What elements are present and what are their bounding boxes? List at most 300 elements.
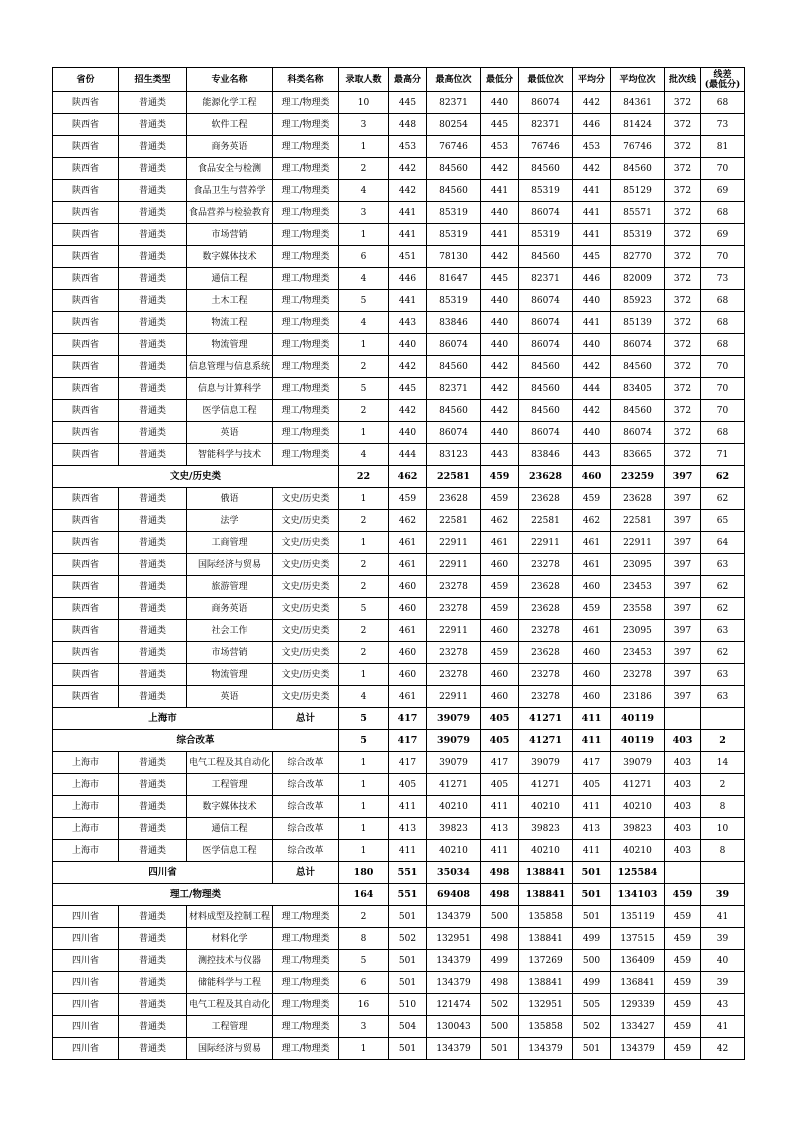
table-cell: 499 — [573, 972, 611, 994]
table-cell: 综合改革 — [273, 840, 339, 862]
table-cell: 1 — [339, 422, 389, 444]
table-cell: 86074 — [519, 290, 573, 312]
table-cell: 俄语 — [187, 488, 273, 510]
table-cell: 461 — [573, 532, 611, 554]
table-cell: 441 — [481, 224, 519, 246]
table-cell: 372 — [665, 92, 701, 114]
table-cell: 41 — [701, 1016, 745, 1038]
table-row — [53, 114, 745, 136]
table-cell: 8 — [701, 796, 745, 818]
total-label: 总计 — [273, 862, 339, 884]
table-cell: 405 — [481, 774, 519, 796]
table-cell: 理工/物理类 — [273, 1016, 339, 1038]
table-cell: 陕西省 — [53, 444, 119, 466]
table-cell: 普通类 — [119, 290, 187, 312]
table-cell: 40210 — [427, 796, 481, 818]
table-cell: 材料化学 — [187, 928, 273, 950]
table-cell: 普通类 — [119, 1038, 187, 1060]
table-cell: 417 — [573, 752, 611, 774]
table-cell: 普通类 — [119, 488, 187, 510]
table-cell: 4 — [339, 312, 389, 334]
table-cell: 413 — [573, 818, 611, 840]
table-cell: 501 — [573, 1038, 611, 1060]
table-cell: 42 — [701, 1038, 745, 1060]
table-cell: 397 — [665, 664, 701, 686]
table-cell: 459 — [665, 994, 701, 1016]
table-cell: 460 — [481, 686, 519, 708]
table-cell: 136409 — [611, 950, 665, 972]
table-cell: 23278 — [519, 686, 573, 708]
table-cell: 理工/物理类 — [273, 180, 339, 202]
table-cell: 1 — [339, 488, 389, 510]
table-cell: 84560 — [611, 158, 665, 180]
subtotal-cell: 462 — [389, 466, 427, 488]
empty-cell — [665, 862, 701, 884]
table-cell: 444 — [389, 444, 427, 466]
table-cell: 83846 — [427, 312, 481, 334]
table-cell: 陕西省 — [53, 136, 119, 158]
table-cell: 39079 — [519, 752, 573, 774]
table-cell: 23278 — [519, 620, 573, 642]
subtotal-cell: 5 — [339, 730, 389, 752]
table-cell: 372 — [665, 444, 701, 466]
header-enroll-type: 招生类型 — [119, 68, 187, 92]
table-cell: 4 — [339, 180, 389, 202]
table-cell: 134379 — [427, 950, 481, 972]
table-cell: 23095 — [611, 620, 665, 642]
table-cell: 陕西省 — [53, 510, 119, 532]
table-cell: 84560 — [611, 400, 665, 422]
table-cell: 数字媒体技术 — [187, 796, 273, 818]
table-cell: 442 — [389, 158, 427, 180]
table-cell: 40210 — [519, 796, 573, 818]
table-cell: 443 — [481, 444, 519, 466]
table-row — [53, 246, 745, 268]
table-cell: 四川省 — [53, 994, 119, 1016]
table-cell: 四川省 — [53, 1016, 119, 1038]
table-cell: 6 — [339, 246, 389, 268]
table-cell: 442 — [481, 400, 519, 422]
table-cell: 444 — [573, 378, 611, 400]
table-cell: 442 — [389, 400, 427, 422]
table-cell: 陕西省 — [53, 114, 119, 136]
table-cell: 陕西省 — [53, 686, 119, 708]
table-cell: 43 — [701, 994, 745, 1016]
table-cell: 理工/物理类 — [273, 422, 339, 444]
table-cell: 普通类 — [119, 312, 187, 334]
empty-cell — [665, 708, 701, 730]
table-cell: 500 — [573, 950, 611, 972]
subtotal-cell: 164 — [339, 884, 389, 906]
table-cell: 普通类 — [119, 114, 187, 136]
table-cell: 134379 — [427, 906, 481, 928]
table-cell: 372 — [665, 136, 701, 158]
table-cell: 397 — [665, 686, 701, 708]
table-cell: 411 — [389, 840, 427, 862]
table-row — [53, 664, 745, 686]
subtotal-cell: 501 — [573, 884, 611, 906]
subtotal-cell: 397 — [665, 466, 701, 488]
table-cell: 502 — [573, 1016, 611, 1038]
subtotal-label: 理工/物理类 — [53, 884, 339, 906]
table-cell: 旅游管理 — [187, 576, 273, 598]
table-cell: 501 — [573, 906, 611, 928]
subtotal-cell: 498 — [481, 884, 519, 906]
table-cell: 理工/物理类 — [273, 972, 339, 994]
table-cell: 372 — [665, 290, 701, 312]
table-cell: 459 — [665, 1038, 701, 1060]
table-cell: 22581 — [611, 510, 665, 532]
empty-cell — [701, 708, 745, 730]
table-cell: 461 — [389, 620, 427, 642]
table-cell: 普通类 — [119, 400, 187, 422]
table-cell: 372 — [665, 246, 701, 268]
table-cell: 504 — [389, 1016, 427, 1038]
table-cell: 445 — [389, 378, 427, 400]
table-cell: 84361 — [611, 92, 665, 114]
table-cell: 459 — [573, 488, 611, 510]
table-cell: 501 — [389, 950, 427, 972]
table-cell: 工程管理 — [187, 1016, 273, 1038]
table-cell: 84560 — [427, 180, 481, 202]
table-cell: 73 — [701, 114, 745, 136]
table-cell: 121474 — [427, 994, 481, 1016]
table-cell: 综合改革 — [273, 752, 339, 774]
table-cell: 1 — [339, 224, 389, 246]
table-cell: 461 — [389, 532, 427, 554]
subtotal-label: 综合改革 — [53, 730, 339, 752]
table-cell: 2 — [339, 356, 389, 378]
table-cell: 1 — [339, 774, 389, 796]
table-cell: 39079 — [427, 752, 481, 774]
table-cell: 372 — [665, 202, 701, 224]
table-cell: 医学信息工程 — [187, 840, 273, 862]
province-total-cell: 138841 — [519, 862, 573, 884]
table-row — [53, 202, 745, 224]
table-cell: 70 — [701, 378, 745, 400]
table-row — [53, 906, 745, 928]
table-cell: 397 — [665, 510, 701, 532]
table-cell: 能源化学工程 — [187, 92, 273, 114]
table-cell: 397 — [665, 488, 701, 510]
table-cell: 23278 — [611, 664, 665, 686]
subtotal-row — [53, 466, 745, 488]
table-cell: 理工/物理类 — [273, 136, 339, 158]
header-min-score: 最低分 — [481, 68, 519, 92]
table-cell: 普通类 — [119, 356, 187, 378]
table-cell: 陕西省 — [53, 92, 119, 114]
table-row — [53, 554, 745, 576]
table-cell: 商务英语 — [187, 598, 273, 620]
subtotal-cell: 69408 — [427, 884, 481, 906]
table-cell: 82371 — [519, 268, 573, 290]
table-cell: 372 — [665, 158, 701, 180]
table-cell: 411 — [389, 796, 427, 818]
table-cell: 通信工程 — [187, 268, 273, 290]
table-row — [53, 774, 745, 796]
table-cell: 8 — [339, 928, 389, 950]
table-cell: 22581 — [427, 510, 481, 532]
table-cell: 372 — [665, 180, 701, 202]
table-cell: 85129 — [611, 180, 665, 202]
table-cell: 453 — [481, 136, 519, 158]
table-cell: 23278 — [427, 642, 481, 664]
header-subject-category: 科类名称 — [273, 68, 339, 92]
table-cell: 441 — [389, 224, 427, 246]
table-cell: 137515 — [611, 928, 665, 950]
table-cell: 63 — [701, 664, 745, 686]
table-row — [53, 444, 745, 466]
table-row — [53, 312, 745, 334]
subtotal-cell: 459 — [665, 884, 701, 906]
table-cell: 417 — [389, 752, 427, 774]
table-cell: 陕西省 — [53, 400, 119, 422]
table-cell: 86074 — [427, 334, 481, 356]
table-cell: 86074 — [519, 312, 573, 334]
admission-score-table — [52, 67, 745, 1060]
table-cell: 84560 — [519, 400, 573, 422]
table-cell: 405 — [573, 774, 611, 796]
table-cell: 461 — [389, 686, 427, 708]
table-cell: 440 — [389, 422, 427, 444]
table-cell: 76746 — [611, 136, 665, 158]
table-cell: 397 — [665, 620, 701, 642]
table-cell: 国际经济与贸易 — [187, 1038, 273, 1060]
table-cell: 1 — [339, 664, 389, 686]
table-cell: 22911 — [611, 532, 665, 554]
table-cell: 372 — [665, 334, 701, 356]
table-cell: 135119 — [611, 906, 665, 928]
table-cell: 440 — [573, 290, 611, 312]
subtotal-cell: 39 — [701, 884, 745, 906]
table-cell: 文史/历史类 — [273, 620, 339, 642]
table-cell: 物流工程 — [187, 312, 273, 334]
header-major: 专业名称 — [187, 68, 273, 92]
table-cell: 397 — [665, 554, 701, 576]
table-cell: 2 — [339, 554, 389, 576]
table-cell: 413 — [481, 818, 519, 840]
header-min-rank: 最低位次 — [519, 68, 573, 92]
table-cell: 普通类 — [119, 950, 187, 972]
table-cell: 459 — [665, 928, 701, 950]
table-cell: 41271 — [519, 774, 573, 796]
table-cell: 459 — [665, 950, 701, 972]
table-cell: 442 — [573, 92, 611, 114]
table-cell: 68 — [701, 92, 745, 114]
table-cell: 医学信息工程 — [187, 400, 273, 422]
table-cell: 76746 — [519, 136, 573, 158]
table-cell: 陕西省 — [53, 664, 119, 686]
table-cell: 138841 — [519, 928, 573, 950]
table-cell: 372 — [665, 224, 701, 246]
table-cell: 理工/物理类 — [273, 906, 339, 928]
table-cell: 85319 — [519, 180, 573, 202]
table-cell: 土木工程 — [187, 290, 273, 312]
table-cell: 电气工程及其自动化 — [187, 994, 273, 1016]
table-cell: 理工/物理类 — [273, 334, 339, 356]
subtotal-cell: 134103 — [611, 884, 665, 906]
table-cell: 普通类 — [119, 268, 187, 290]
table-cell: 普通类 — [119, 664, 187, 686]
table-cell: 40210 — [611, 796, 665, 818]
table-cell: 80254 — [427, 114, 481, 136]
table-row — [53, 356, 745, 378]
table-cell: 85319 — [519, 224, 573, 246]
province-total-cell: 411 — [573, 708, 611, 730]
table-cell: 理工/物理类 — [273, 950, 339, 972]
table-cell: 英语 — [187, 686, 273, 708]
table-cell: 461 — [573, 620, 611, 642]
table-cell: 459 — [665, 1016, 701, 1038]
table-cell: 445 — [573, 246, 611, 268]
table-cell: 四川省 — [53, 972, 119, 994]
table-row — [53, 972, 745, 994]
table-cell: 文史/历史类 — [273, 664, 339, 686]
header-avg-score: 平均分 — [573, 68, 611, 92]
table-cell: 电气工程及其自动化 — [187, 752, 273, 774]
table-cell: 综合改革 — [273, 818, 339, 840]
table-cell: 10 — [701, 818, 745, 840]
table-cell: 397 — [665, 642, 701, 664]
table-cell: 理工/物理类 — [273, 312, 339, 334]
header-admitted-count: 录取人数 — [339, 68, 389, 92]
table-row — [53, 158, 745, 180]
subtotal-cell: 41271 — [519, 730, 573, 752]
table-cell: 1 — [339, 136, 389, 158]
total-label: 总计 — [273, 708, 339, 730]
province-label: 上海市 — [53, 708, 273, 730]
table-cell: 502 — [481, 994, 519, 1016]
header-max-rank: 最高位次 — [427, 68, 481, 92]
province-total-cell: 39079 — [427, 708, 481, 730]
table-cell: 135858 — [519, 906, 573, 928]
table-cell: 23628 — [519, 642, 573, 664]
table-cell: 理工/物理类 — [273, 994, 339, 1016]
table-cell: 498 — [481, 928, 519, 950]
table-cell: 442 — [573, 400, 611, 422]
province-total-cell: 501 — [573, 862, 611, 884]
table-cell: 2 — [339, 158, 389, 180]
province-total-cell: 40119 — [611, 708, 665, 730]
table-cell: 411 — [481, 840, 519, 862]
table-cell: 460 — [573, 642, 611, 664]
table-cell: 食品卫生与营养学 — [187, 180, 273, 202]
table-cell: 62 — [701, 576, 745, 598]
table-cell: 499 — [481, 950, 519, 972]
table-cell: 451 — [389, 246, 427, 268]
table-cell: 397 — [665, 598, 701, 620]
table-cell: 食品营养与检验教育 — [187, 202, 273, 224]
table-cell: 441 — [573, 224, 611, 246]
table-cell: 英语 — [187, 422, 273, 444]
table-cell: 上海市 — [53, 840, 119, 862]
province-total-cell: 125584 — [611, 862, 665, 884]
table-cell: 1 — [339, 532, 389, 554]
table-cell: 理工/物理类 — [273, 268, 339, 290]
table-cell: 普通类 — [119, 906, 187, 928]
table-cell: 440 — [481, 202, 519, 224]
table-cell: 68 — [701, 202, 745, 224]
subtotal-cell: 138841 — [519, 884, 573, 906]
table-cell: 86074 — [519, 202, 573, 224]
table-cell: 23453 — [611, 642, 665, 664]
province-total-cell: 35034 — [427, 862, 481, 884]
table-row — [53, 136, 745, 158]
table-cell: 39823 — [427, 818, 481, 840]
table-cell: 411 — [573, 840, 611, 862]
table-cell: 68 — [701, 290, 745, 312]
table-cell: 23628 — [519, 598, 573, 620]
table-cell: 2 — [339, 400, 389, 422]
subtotal-cell: 22581 — [427, 466, 481, 488]
table-cell: 23278 — [427, 576, 481, 598]
province-total-cell: 180 — [339, 862, 389, 884]
table-cell: 陕西省 — [53, 246, 119, 268]
table-cell: 普通类 — [119, 598, 187, 620]
table-cell: 39079 — [611, 752, 665, 774]
table-cell: 普通类 — [119, 246, 187, 268]
table-cell: 460 — [389, 664, 427, 686]
table-cell: 136841 — [611, 972, 665, 994]
table-cell: 462 — [573, 510, 611, 532]
table-cell: 442 — [389, 180, 427, 202]
table-cell: 陕西省 — [53, 202, 119, 224]
table-cell: 69 — [701, 180, 745, 202]
table-cell: 84560 — [427, 356, 481, 378]
table-row — [53, 642, 745, 664]
table-cell: 84560 — [611, 356, 665, 378]
table-cell: 储能科学与工程 — [187, 972, 273, 994]
province-total-cell: 405 — [481, 708, 519, 730]
table-row — [53, 510, 745, 532]
table-cell: 134379 — [611, 1038, 665, 1060]
subtotal-cell: 551 — [389, 884, 427, 906]
table-cell: 40210 — [611, 840, 665, 862]
table-cell: 460 — [481, 664, 519, 686]
table-cell: 陕西省 — [53, 642, 119, 664]
table-cell: 137269 — [519, 950, 573, 972]
table-cell: 3 — [339, 1016, 389, 1038]
table-cell: 501 — [389, 906, 427, 928]
table-cell: 84560 — [519, 158, 573, 180]
table-cell: 物流管理 — [187, 664, 273, 686]
table-cell: 130043 — [427, 1016, 481, 1038]
table-cell: 物流管理 — [187, 334, 273, 356]
province-total-cell: 498 — [481, 862, 519, 884]
table-cell: 22911 — [427, 532, 481, 554]
table-cell: 测控技术与仪器 — [187, 950, 273, 972]
table-cell: 372 — [665, 422, 701, 444]
table-cell: 85319 — [611, 224, 665, 246]
table-cell: 陕西省 — [53, 268, 119, 290]
table-cell: 1 — [339, 796, 389, 818]
table-cell: 理工/物理类 — [273, 290, 339, 312]
table-row — [53, 818, 745, 840]
table-cell: 446 — [573, 114, 611, 136]
table-cell: 81647 — [427, 268, 481, 290]
table-cell: 446 — [389, 268, 427, 290]
table-cell: 理工/物理类 — [273, 246, 339, 268]
table-cell: 23095 — [611, 554, 665, 576]
table-cell: 陕西省 — [53, 598, 119, 620]
table-cell: 22911 — [427, 686, 481, 708]
table-cell: 普通类 — [119, 158, 187, 180]
table-cell: 372 — [665, 356, 701, 378]
subtotal-cell: 2 — [701, 730, 745, 752]
table-cell: 理工/物理类 — [273, 356, 339, 378]
table-cell: 460 — [481, 620, 519, 642]
table-cell: 商务英语 — [187, 136, 273, 158]
